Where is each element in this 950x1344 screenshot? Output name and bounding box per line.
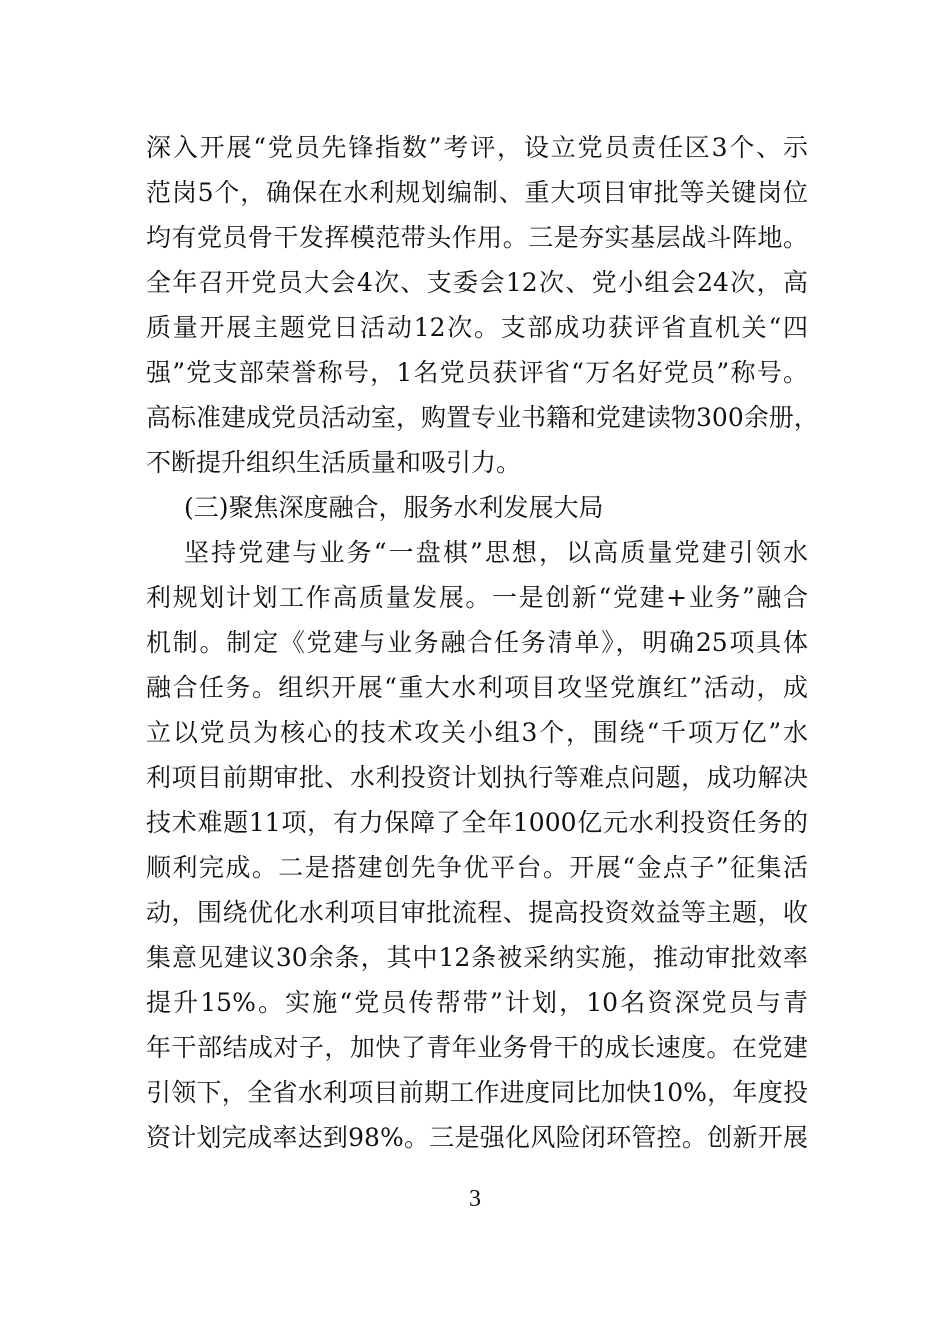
document-body bbox=[146, 125, 819, 1160]
section-heading: (三)聚焦深度融合，服务水利发展大局 bbox=[184, 493, 604, 522]
text-line: 立以党员为核心的技术攻关小组3个，围绕“千项万亿”水 bbox=[146, 718, 808, 747]
text-line: 质量开展主题党日活动12次。支部成功获评省直机关“四 bbox=[146, 313, 808, 342]
paragraph-1 bbox=[146, 125, 819, 485]
text-line: 强”党支部荣誉称号，1名党员获评省“万名好党员”称号。 bbox=[146, 358, 808, 387]
text-line: 利项目前期审批、水利投资计划执行等难点问题，成功解决 bbox=[146, 763, 808, 792]
text-line: 提升15%。实施“党员传帮带”计划，10名资深党员与青 bbox=[146, 988, 808, 1017]
text-line: 范岗5个，确保在水利规划编制、重大项目审批等关键岗位 bbox=[146, 178, 808, 207]
text-line: 高标准建成党员活动室，购置专业书籍和党建读物300余册， bbox=[146, 403, 819, 432]
text-line: 坚持党建与业务“一盘棋”思想，以高质量党建引领水 bbox=[184, 538, 808, 567]
text-line: 全年召开党员大会4次、支委会12次、党小组会24次，高 bbox=[146, 268, 808, 297]
text-line: 资计划完成率达到98%。三是强化风险闭环管控。创新开展 bbox=[146, 1123, 808, 1152]
text-line: 不断提升组织生活质量和吸引力。 bbox=[146, 448, 522, 477]
page-number: 3 bbox=[469, 1186, 481, 1212]
text-line: 机制。制定《党建与业务融合任务清单》，明确25项具体 bbox=[146, 628, 808, 657]
text-line: 顺利完成。二是搭建创先争优平台。开展“金点子”征集活 bbox=[146, 853, 808, 882]
text-line: 均有党员骨干发挥模范带头作用。三是夯实基层战斗阵地。 bbox=[146, 223, 808, 252]
paragraph-2 bbox=[146, 530, 808, 1160]
text-line: 深入开展“党员先锋指数”考评，设立党员责任区3个、示 bbox=[146, 133, 808, 162]
text-line: 年干部结成对子，加快了青年业务骨干的成长速度。在党建 bbox=[146, 1033, 808, 1062]
text-line: 技术难题11项，有力保障了全年1000亿元水利投资任务的 bbox=[146, 808, 808, 837]
text-line: 集意见建议30余条，其中12条被采纳实施，推动审批效率 bbox=[146, 943, 808, 972]
text-line: 利规划计划工作高质量发展。一是创新“党建+业务”融合 bbox=[146, 583, 808, 612]
text-line: 动，围绕优化水利项目审批流程、提高投资效益等主题，收 bbox=[146, 898, 808, 927]
text-line: 引领下，全省水利项目前期工作进度同比加快10%，年度投 bbox=[146, 1078, 808, 1107]
text-line: 融合任务。组织开展“重大水利项目攻坚党旗红”活动，成 bbox=[146, 673, 808, 702]
